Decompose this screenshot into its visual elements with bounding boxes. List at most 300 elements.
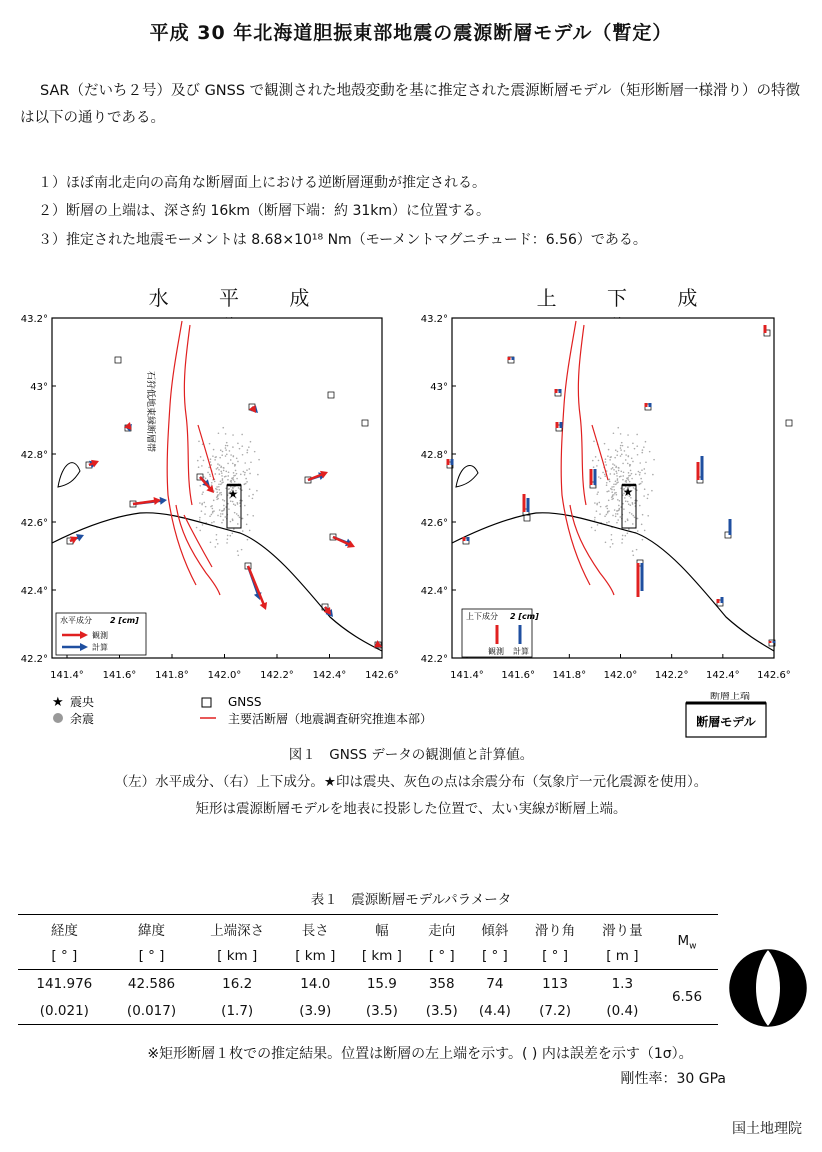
aftershock-dot [215,457,217,459]
aftershock-dot [230,454,232,456]
aftershock-dot [652,474,654,476]
aftershock-dot [218,483,220,485]
aftershock-dot [221,510,223,512]
aftershock-dot [221,475,223,477]
aftershock-dot [223,470,225,472]
aftershock-dot [202,524,204,526]
aftershock-dot [631,473,633,475]
aftershock-dot [613,432,615,434]
aftershock-dot [201,465,203,467]
legend-observed: 観測 [92,631,108,640]
legend-title: 水平成分 [60,616,92,625]
aftershock-dot [632,554,634,556]
legend-epicenter: 震央 [70,695,95,709]
aftershock-dot [226,542,228,544]
x-tick-label: 142.6° [365,670,399,681]
aftershock-dot [615,484,617,486]
aftershock-dot [245,478,247,480]
aftershock-dot [611,534,613,536]
aftershock-dot [610,473,612,475]
table-note: ※矩形断層１枚での推定結果。位置は断層の左上端を示す。( ) 内は誤差を示す（1σ）。 [147,1046,693,1062]
aftershock-dot [634,448,636,450]
aftershock-dot [619,500,621,502]
aftershock-dot [237,443,239,445]
aftershock-dot [609,459,611,461]
unit: [ ° ] [428,947,455,964]
aftershock-dot [235,470,237,472]
aftershock-dot [606,482,608,484]
aftershock-dot [632,523,634,525]
aftershock-dot [611,496,613,498]
aftershock-dot [628,472,630,474]
aftershock-dot [244,505,246,507]
aftershock-dot [620,455,622,457]
aftershock-dot [641,481,643,483]
legend-gnss: GNSS [228,695,262,709]
aftershock-dot [613,489,615,491]
aftershock-dot [623,471,625,473]
aftershock-dot [220,516,222,518]
aftershock-dot [222,451,224,453]
aftershock-dot [598,476,600,478]
col-slip: 滑り量 [602,922,643,939]
aftershock-dot [199,530,201,532]
aftershock-dot [620,449,622,451]
x-tick-label: 142.4° [706,670,740,681]
aftershock-dot [607,455,609,457]
y-tick-label: 42.2° [20,654,48,665]
aftershock-dot [604,443,606,445]
legend-observed: 観測 [488,647,504,656]
aftershock-dot [237,515,239,517]
aftershock-dot [617,479,619,481]
aftershock-dot [640,483,642,485]
aftershock-dot [610,546,612,548]
aftershock-dot [637,518,639,520]
aftershock-dot [627,446,629,448]
value: 15.9 [366,975,397,992]
legend-active-fault: 主要活断層（地震調査研究推進本部） [228,712,433,726]
aftershock-dot [219,473,221,475]
epicenter-star: ★ [622,485,634,499]
aftershock-dot [216,539,218,541]
aftershock-dot [220,492,222,494]
figure-caption-3: 矩形は震源断層モデルを地表に投影した位置で、太い実線が断層上端。 [195,801,627,817]
aftershock-dot [208,467,210,469]
aftershock-dot [598,502,600,504]
aftershock-dot [639,474,641,476]
aftershock-dot [629,512,631,514]
finding-item-2: ２）断層の上端は、深さ約 16km（断層下端：約 31km）に位置する。 [38,203,491,219]
aftershock-dot [234,481,236,483]
aftershock-dot [218,486,220,488]
aftershock-dot [222,499,224,501]
y-tick-label: 42.6° [20,518,48,529]
aftershock-dot [640,478,642,480]
aftershock-dot [252,515,254,517]
aftershock-dot [616,472,618,474]
aftershock-dot [613,494,615,496]
aftershock-dot [225,445,227,447]
aftershock-dot [625,481,627,483]
aftershock-dot [205,506,207,508]
aftershock-dot [592,460,594,462]
aftershock-dot [211,482,213,484]
vertical-legend [462,609,539,657]
aftershock-dot [203,460,205,462]
aftershock-dot [642,539,644,541]
aftershock-dot [201,510,203,512]
gnss-station [786,420,792,426]
aftershock-dot [220,513,222,515]
aftershock-dot [647,498,649,500]
aftershock-dot [207,472,209,474]
aftershock-dot [600,478,602,480]
aftershock-dot [233,472,235,474]
aftershock-dot [249,488,251,490]
aftershock-dot [230,481,232,483]
aftershock-dot [196,527,198,529]
aftershock-dot [644,488,646,490]
aftershock-dot [645,441,647,443]
aftershock-dot [242,454,244,456]
aftershock-dot [203,502,205,504]
finding-item-1: １）ほぼ南北走向の高角な断層面上における逆断層運動が推定される。 [38,175,486,191]
aftershock-dot [595,456,597,458]
aftershock-dot [644,530,646,532]
aftershock-dot [629,475,631,477]
aftershock-dot [616,475,618,477]
aftershock-dot [201,504,203,506]
aftershock-dot [247,539,249,541]
legend-title: 上下成分 [466,612,498,621]
value: 1.3 [611,975,634,992]
unit: [ km ] [217,947,258,964]
aftershock-dot [599,513,601,515]
aftershock-dot [647,515,649,517]
map-frame [452,318,774,658]
aftershock-dot [617,451,619,453]
aftershock-dot [627,518,629,520]
aftershock-dot [220,481,222,483]
aftershock-dot [612,515,614,517]
aftershock-dot [621,454,623,456]
x-tick-label: 141.6° [102,670,137,681]
aftershock-dot [198,441,200,443]
aftershock-dot [219,457,221,459]
aftershock-dot [227,479,229,481]
aftershock-dot [625,521,627,523]
map-frame [52,318,382,658]
y-tick-label: 42.4° [420,586,448,597]
aftershock-dot [621,542,623,544]
value: 141.976 [36,975,93,992]
aftershock-dot [643,446,645,448]
aftershock-dot [211,514,213,516]
aftershock-dot [248,468,250,470]
aftershock-dot [210,506,212,508]
aftershock-dot [210,458,212,460]
aftershock-dot [220,471,222,473]
aftershock-dot [620,471,622,473]
aftershock-dot [214,459,216,461]
aftershock-dot [232,434,234,436]
aftershock-dot [200,456,202,458]
col-length: 長さ [301,922,329,939]
aftershock-dot [606,484,608,486]
aftershock-dot [612,543,614,545]
col-strike: 走向 [428,922,456,939]
aftershock-dot [234,512,236,514]
unit: [ km ] [295,947,336,964]
aftershock-dot [236,478,238,480]
aftershock-dot [223,510,225,512]
aftershock-dot [641,524,643,526]
aftershock-dot [605,458,607,460]
aftershock-dot [636,445,638,447]
legend-fault-top: 断層上端 [710,692,750,702]
aftershock-dot [232,532,234,534]
aftershock-dot [625,459,627,461]
aftershock-dot [631,478,633,480]
aftershock-dot [619,516,621,518]
x-tick-label: 141.4° [50,670,84,681]
aftershock-dot [246,524,248,526]
aftershock-dot [212,512,214,514]
aftershock-dot [632,461,634,463]
aftershock-dot [248,495,250,497]
aftershock-dot [237,523,239,525]
aftershock-dot [235,464,237,466]
aftershock-dot [622,535,624,537]
aftershock-dot [608,521,610,523]
aftershock-dot [632,443,634,445]
x-tick-label: 142.0° [603,670,638,681]
aftershock-dot [596,465,598,467]
aftershock-dot [225,475,227,477]
aftershock-dot [241,434,243,436]
aftershock-dot [199,519,201,521]
aftershock-dot [205,478,207,480]
legend-fault-model: 断層モデル [696,715,756,729]
aftershock-dot [635,474,637,476]
aftershock-dot [631,457,633,459]
aftershock-dot [651,490,653,492]
aftershock-dot [246,481,248,483]
horizontal-legend [56,613,146,655]
aftershock-dot [636,434,638,436]
aftershock-dot [605,461,607,463]
aftershock-dot [246,452,248,454]
aftershock-dot [225,471,227,473]
aftershock-dot [242,518,244,520]
x-tick-label: 141.8° [155,670,189,681]
aftershock-dot [597,491,599,493]
aftershock-dot [605,464,607,466]
finding-item-3: ３）推定された地震モーメントは 8.68×10¹⁸ Nm（モーメントマグニチュード：6.56）である。 [38,232,647,248]
aftershock-dot [624,450,626,452]
y-tick-label: 43° [430,382,448,393]
aftershock-dot [218,494,220,496]
aftershock-dot [623,508,625,510]
epicenter-star: ★ [227,487,239,501]
aftershock-dot [239,516,241,518]
aftershock-dot [608,510,610,512]
aftershock-dot [228,471,230,473]
aftershock-dot [597,524,599,526]
value: 113 [542,975,568,992]
y-tick-label: 42.2° [420,654,448,665]
aftershock-dot [617,427,619,429]
aftershock-dot [620,445,622,447]
value: 74 [486,975,504,992]
aftershock-dot [632,515,634,517]
error: (0.021) [39,1002,89,1019]
fault-zone-label: 石狩低地東縁断層帯 [145,371,155,453]
aftershock-dot [594,517,596,519]
x-tick-label: 142.6° [757,670,791,681]
aftershock-dot [222,519,224,521]
aftershock-dot [201,493,203,495]
aftershock-dot [627,501,629,503]
legend-computed: 計算 [92,643,108,652]
error: (3.5) [425,1002,458,1019]
aftershock-dot [628,456,630,458]
value: 14.0 [300,975,331,992]
aftershock-dot [608,449,610,451]
aftershock-dot [233,528,235,530]
x-tick-label: 142.4° [312,670,347,681]
vertical-component-map [400,305,812,690]
aftershock-dot [210,461,212,463]
aftershock-dot [223,467,225,469]
aftershock-dot [607,508,609,510]
aftershock-dot [593,466,595,468]
aftershock-dot [614,464,616,466]
aftershock-dot [221,522,223,524]
horizontal-component-map [0,305,410,690]
error: (3.9) [299,1002,332,1019]
aftershock-dot [229,450,231,452]
aftershock-dot [256,490,258,492]
aftershock-dot [615,492,617,494]
aftershock-dot [247,514,249,516]
aftershock-dot [615,471,617,473]
aftershock-dot [616,510,618,512]
aftershock-dot [232,518,234,520]
focal-mechanism-beachball [726,946,810,1030]
aftershock-dot [204,513,206,515]
aftershock-dot [236,457,238,459]
aftershock-dot [202,491,204,493]
aftershock-dot [254,451,256,453]
aftershock-dot [213,510,215,512]
legend-scale: 2 [cm] [110,616,139,625]
aftershock-dot [233,479,235,481]
aftershock-dot [622,475,624,477]
aftershock-dot [609,481,611,483]
aftershock-dot [233,456,235,458]
aftershock-dot [615,449,617,451]
aftershock-dot [244,472,246,474]
aftershock-dot [629,481,631,483]
aftershock-dot [225,433,227,435]
value: 358 [428,975,455,992]
aftershock-dot [237,554,239,556]
aftershock-dot [215,473,217,475]
aftershock-dot [199,502,201,504]
aftershock-dot [220,484,222,486]
aftershock-dot [209,515,211,517]
aftershock-dot [229,535,231,537]
aftershock-dot [218,489,220,491]
aftershock-dot [649,451,651,453]
aftershock-dot [604,475,606,477]
aftershock-dot [618,470,620,472]
aftershock-dot [596,510,598,512]
page-title: 平成 30 年北海道胆振東部地震の震源断層モデル（暫定） [149,22,673,44]
aftershock-dot [636,549,638,551]
aftershock-dot [610,457,612,459]
col-mw: $M_w$ [677,932,697,952]
aftershock-dot [237,550,239,552]
aftershock-dot [232,477,234,479]
unit: [ ° ] [138,947,165,964]
aftershock-dot [618,467,620,469]
organization: 国土地理院 [732,1121,802,1137]
aftershock-dot [611,468,613,470]
aftershock-dot [632,550,634,552]
aftershock-dot [632,502,634,504]
aftershock-dot [628,528,630,530]
aftershock-dot [217,543,219,545]
aftershock-dot [215,546,217,548]
aftershock-dot [645,461,647,463]
aftershock-dot [219,509,221,511]
aftershock-dot [236,513,238,515]
unit: [ km ] [361,947,402,964]
aftershock-dot [621,442,623,444]
figure-caption-1: 図１ GNSS データの観測値と計算値。 [288,747,534,763]
aftershock-dot [616,482,618,484]
aftershock-dot [622,445,624,447]
x-tick-label: 142.2° [654,670,689,681]
aftershock-dot [216,491,218,493]
aftershock-dot [627,434,629,436]
figure-caption-2: （左）水平成分、（右）上下成分。★印は震央、灰色の点は余震分布（気象庁一元化震源を使用）。 [114,774,708,790]
left-map-title: 水 平 成 [148,286,332,310]
aftershock-dot [627,532,629,534]
error: (0.017) [126,1002,177,1019]
y-tick-label: 43° [30,382,48,393]
aftershock-dot [197,460,199,462]
aftershock-dot [624,535,626,537]
aftershock-dot [612,463,614,465]
aftershock-dot [591,527,593,529]
aftershock-dot [618,510,620,512]
aftershock-dot [616,454,618,456]
aftershock-dot [212,508,214,510]
aftershock-dot [642,514,644,516]
col-rake: 滑り角 [534,922,576,939]
aftershock-dot [248,446,250,448]
aftershock-dot [616,494,618,496]
aftershock-dot [218,469,220,471]
aftershock-dot [220,466,222,468]
aftershock-dot [628,479,630,481]
aftershock-dot [594,502,596,504]
error: (0.4) [606,1002,639,1019]
